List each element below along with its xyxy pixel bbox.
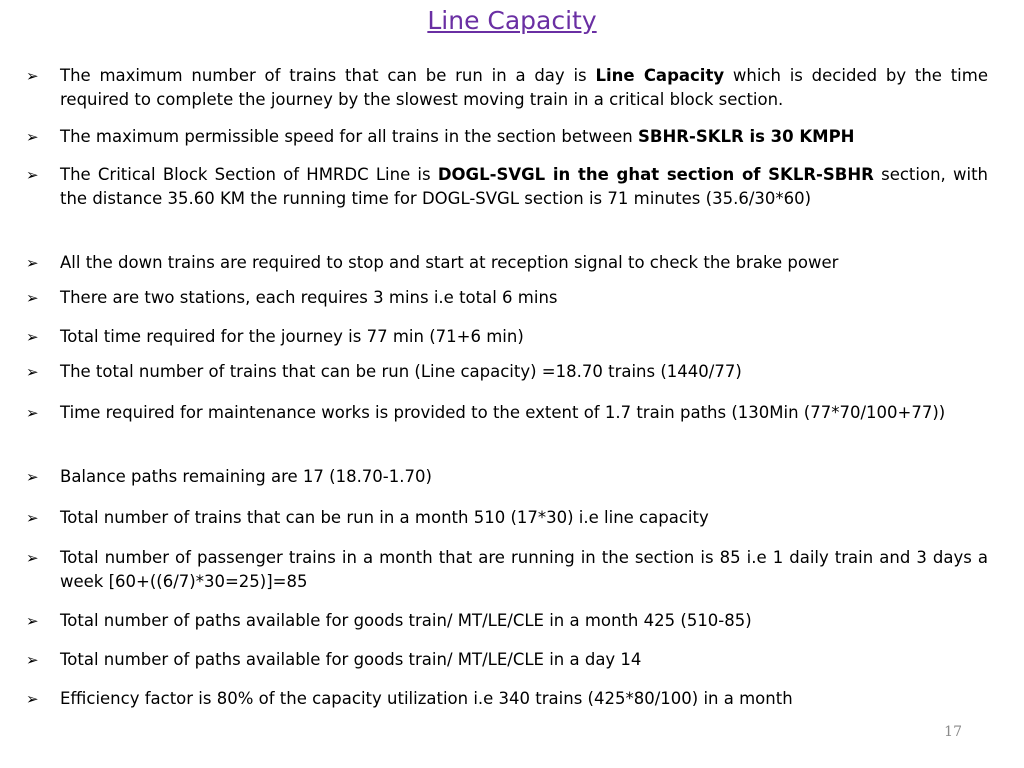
bullet-text: Time required for maintenance works is provided to the extent of 1.7 train paths (130Min (77*70/100+77)) (60, 403, 946, 422)
bullet-text: Total number of trains that can be run in a month 510 (17*30) i.e line capacity (60, 508, 709, 527)
bullet-text: Balance paths remaining are 17 (18.70-1.70) (60, 467, 432, 486)
arrow-bullet-icon: ➢ (26, 363, 39, 381)
arrow-bullet-icon: ➢ (26, 468, 39, 486)
bullet-item (26, 546, 988, 594)
bullet-item (26, 401, 988, 425)
bullet-text: Total number of paths available for goods train/ MT/LE/CLE in a day 14 (60, 650, 642, 669)
bullet-item (26, 325, 988, 349)
arrow-bullet-icon: ➢ (26, 612, 39, 630)
arrow-bullet-icon: ➢ (26, 67, 39, 85)
arrow-bullet-icon: ➢ (26, 166, 39, 184)
bullet-item (26, 465, 988, 489)
bullet-text: The maximum number of trains that can be run in a day is Line Capacity which is decided by the time required to complete the journey by the slowest moving train in a critical block section. (60, 66, 988, 109)
arrow-bullet-icon: ➢ (26, 690, 39, 708)
bullet-text: Total number of paths available for goods train/ MT/LE/CLE in a month 425 (510-85) (60, 611, 752, 630)
bullet-item (26, 648, 988, 672)
arrow-bullet-icon: ➢ (26, 128, 39, 146)
arrow-bullet-icon: ➢ (26, 254, 39, 272)
bullet-text: The total number of trains that can be run (Line capacity) =18.70 trains (1440/77) (60, 362, 742, 381)
slide-number: 17 (944, 724, 962, 740)
bullet-item (26, 360, 988, 384)
bullet-item (26, 286, 988, 310)
arrow-bullet-icon: ➢ (26, 509, 39, 527)
arrow-bullet-icon: ➢ (26, 328, 39, 346)
bullet-item (26, 609, 988, 633)
bullet-text: Total number of passenger trains in a month that are running in the section is 85 i.e 1 daily train and 3 days a week [60+((6/7)*30=25)]=85 (60, 548, 988, 591)
bullet-item (26, 687, 988, 711)
bullet-text: Total time required for the journey is 77 min (71+6 min) (60, 327, 524, 346)
bullet-item (26, 251, 988, 275)
bullet-item (26, 163, 988, 211)
bullet-text: The Critical Block Section of HMRDC Line is DOGL-SVGL in the ghat section of SKLR-SBHR section, with the distance 35.60 KM the running time for DOGL-SVGL section is 71 minutes (35.6/30*60) (60, 165, 988, 208)
bullet-item (26, 64, 988, 112)
bullet-text: There are two stations, each requires 3 mins i.e total 6 mins (60, 288, 558, 307)
slide-title: Line Capacity (427, 6, 597, 35)
bullet-text: The maximum permissible speed for all trains in the section between SBHR-SKLR is 30 KMPH (60, 127, 855, 146)
bullet-item (26, 506, 988, 530)
arrow-bullet-icon: ➢ (26, 289, 39, 307)
arrow-bullet-icon: ➢ (26, 651, 39, 669)
bullet-text: All the down trains are required to stop and start at reception signal to check the brake power (60, 253, 839, 272)
arrow-bullet-icon: ➢ (26, 549, 39, 567)
bullet-item (26, 125, 988, 149)
arrow-bullet-icon: ➢ (26, 404, 39, 422)
bullet-text: Efficiency factor is 80% of the capacity utilization i.e 340 trains (425*80/100) in a month (60, 689, 793, 708)
